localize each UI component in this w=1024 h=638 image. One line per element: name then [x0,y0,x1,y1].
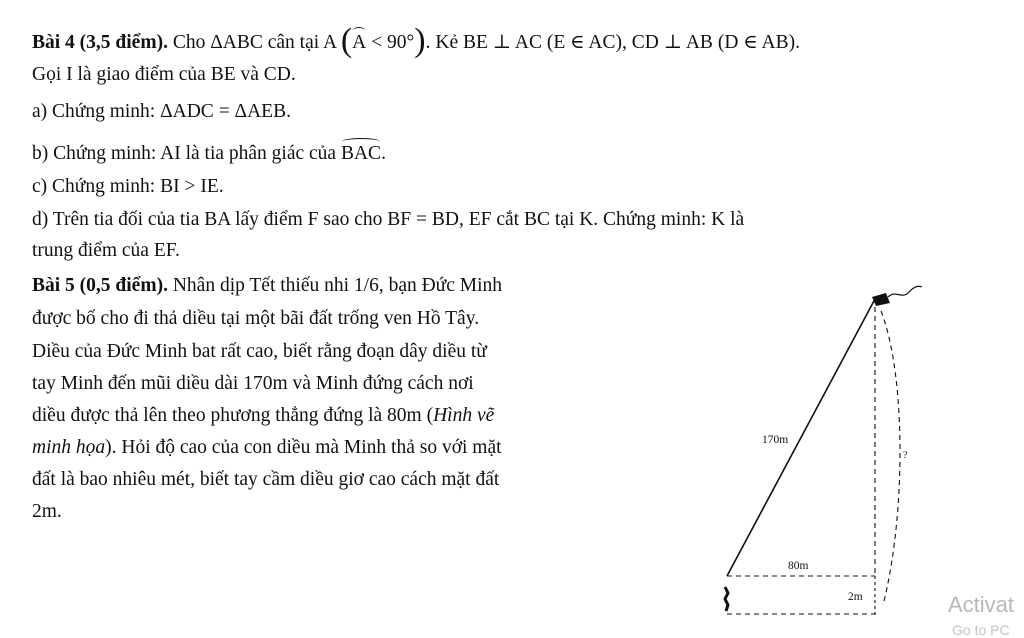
bai4-d-in: (D ∈ AB). [717,32,800,53]
angle-a: A [352,32,367,53]
kite-figure [700,275,960,635]
label-hand: 2m [848,591,863,603]
bai4-part-a: a) Chứng minh: ΔADC = ΔAEB. [32,101,291,122]
bai5-line5 [32,405,494,426]
bai4-intro: Cho ΔABC cân tại A [172,32,336,53]
activation-watermark: Activat [948,592,1015,617]
bai4-part-d-1: d) Trên tia đối của tia BA lấy điểm F sao cho BF = BD, EF cắt BC tại K. Chứng minh: K là [32,209,745,230]
bai5-line5-italic: Hình vẽ [433,405,495,426]
bai4-line1: Bài 4 (3,5 điểm). Cho ΔABC cân tại A (A < 90°). Kẻ BE ⊥ AC (E ∈ AC), CD ⊥ AB (D ∈ AB). [32,22,800,59]
label-distance: 80m [788,560,809,572]
kite-tail [888,286,922,297]
bai4-line2: Gọi I là giao điểm của BE và CD. [32,64,296,85]
bai5-line4: tay Minh đến mũi diều dài 170m và Minh đứng cách nơi [32,373,474,394]
bai5-line5-a: diều được thả lên theo phương thẳng đứng là 80m ( [32,405,434,426]
height-arc [881,311,900,605]
label-string: 170m [762,434,789,446]
angle-bac: BAC [340,143,382,164]
bai5-line8: 2m. [32,501,62,522]
activation-watermark-sub: Go to PC [952,622,1010,638]
bai4-part-b-suffix: . [381,143,386,164]
bai5-line1-rest: Nhân dịp Tết thiếu nhi 1/6, bạn Đức Minh [172,275,503,296]
bai5-line7: đất là bao nhiêu mét, biết tay cầm diều giơ cao cách mặt đất [32,469,500,490]
bai4-part-c: c) Chứng minh: BI > IE. [32,176,224,197]
bai4-part-d-2: trung điểm của EF. [32,240,180,261]
bai5-line1 [32,275,502,296]
bai4-ke: . Kẻ BE ⊥ AC [425,32,543,53]
kite-icon [872,293,890,306]
bai5-line6-italic: minh họa [32,437,106,458]
bai4-title: Bài 4 (3,5 điểm). [32,32,168,53]
bai4-cd: CD ⊥ AB [631,32,713,53]
bai4-part-b-prefix: b) Chứng minh: AI là tia phân giác của [32,143,337,164]
bai5-line2: được bố cho đi thả diều tại một bãi đất trống ven Hồ Tây. [32,308,480,329]
person-icon [725,587,728,611]
angle-condition: < 90° [371,32,415,53]
bai5-title: Bài 5 (0,5 điểm). [32,275,168,296]
bai4-e-in: (E ∈ AC), [546,32,627,53]
bai5-line6-b: ). Hỏi độ cao của con diều mà Minh thả so với mặt [105,437,502,458]
kite-string [727,299,875,576]
bai4-part-b [32,143,386,164]
bai5-line6 [32,437,502,458]
bai5-line3: Diều của Đức Minh bat rất cao, biết rằng đoạn dây diều từ [32,341,487,362]
label-unknown: ? [903,450,908,461]
